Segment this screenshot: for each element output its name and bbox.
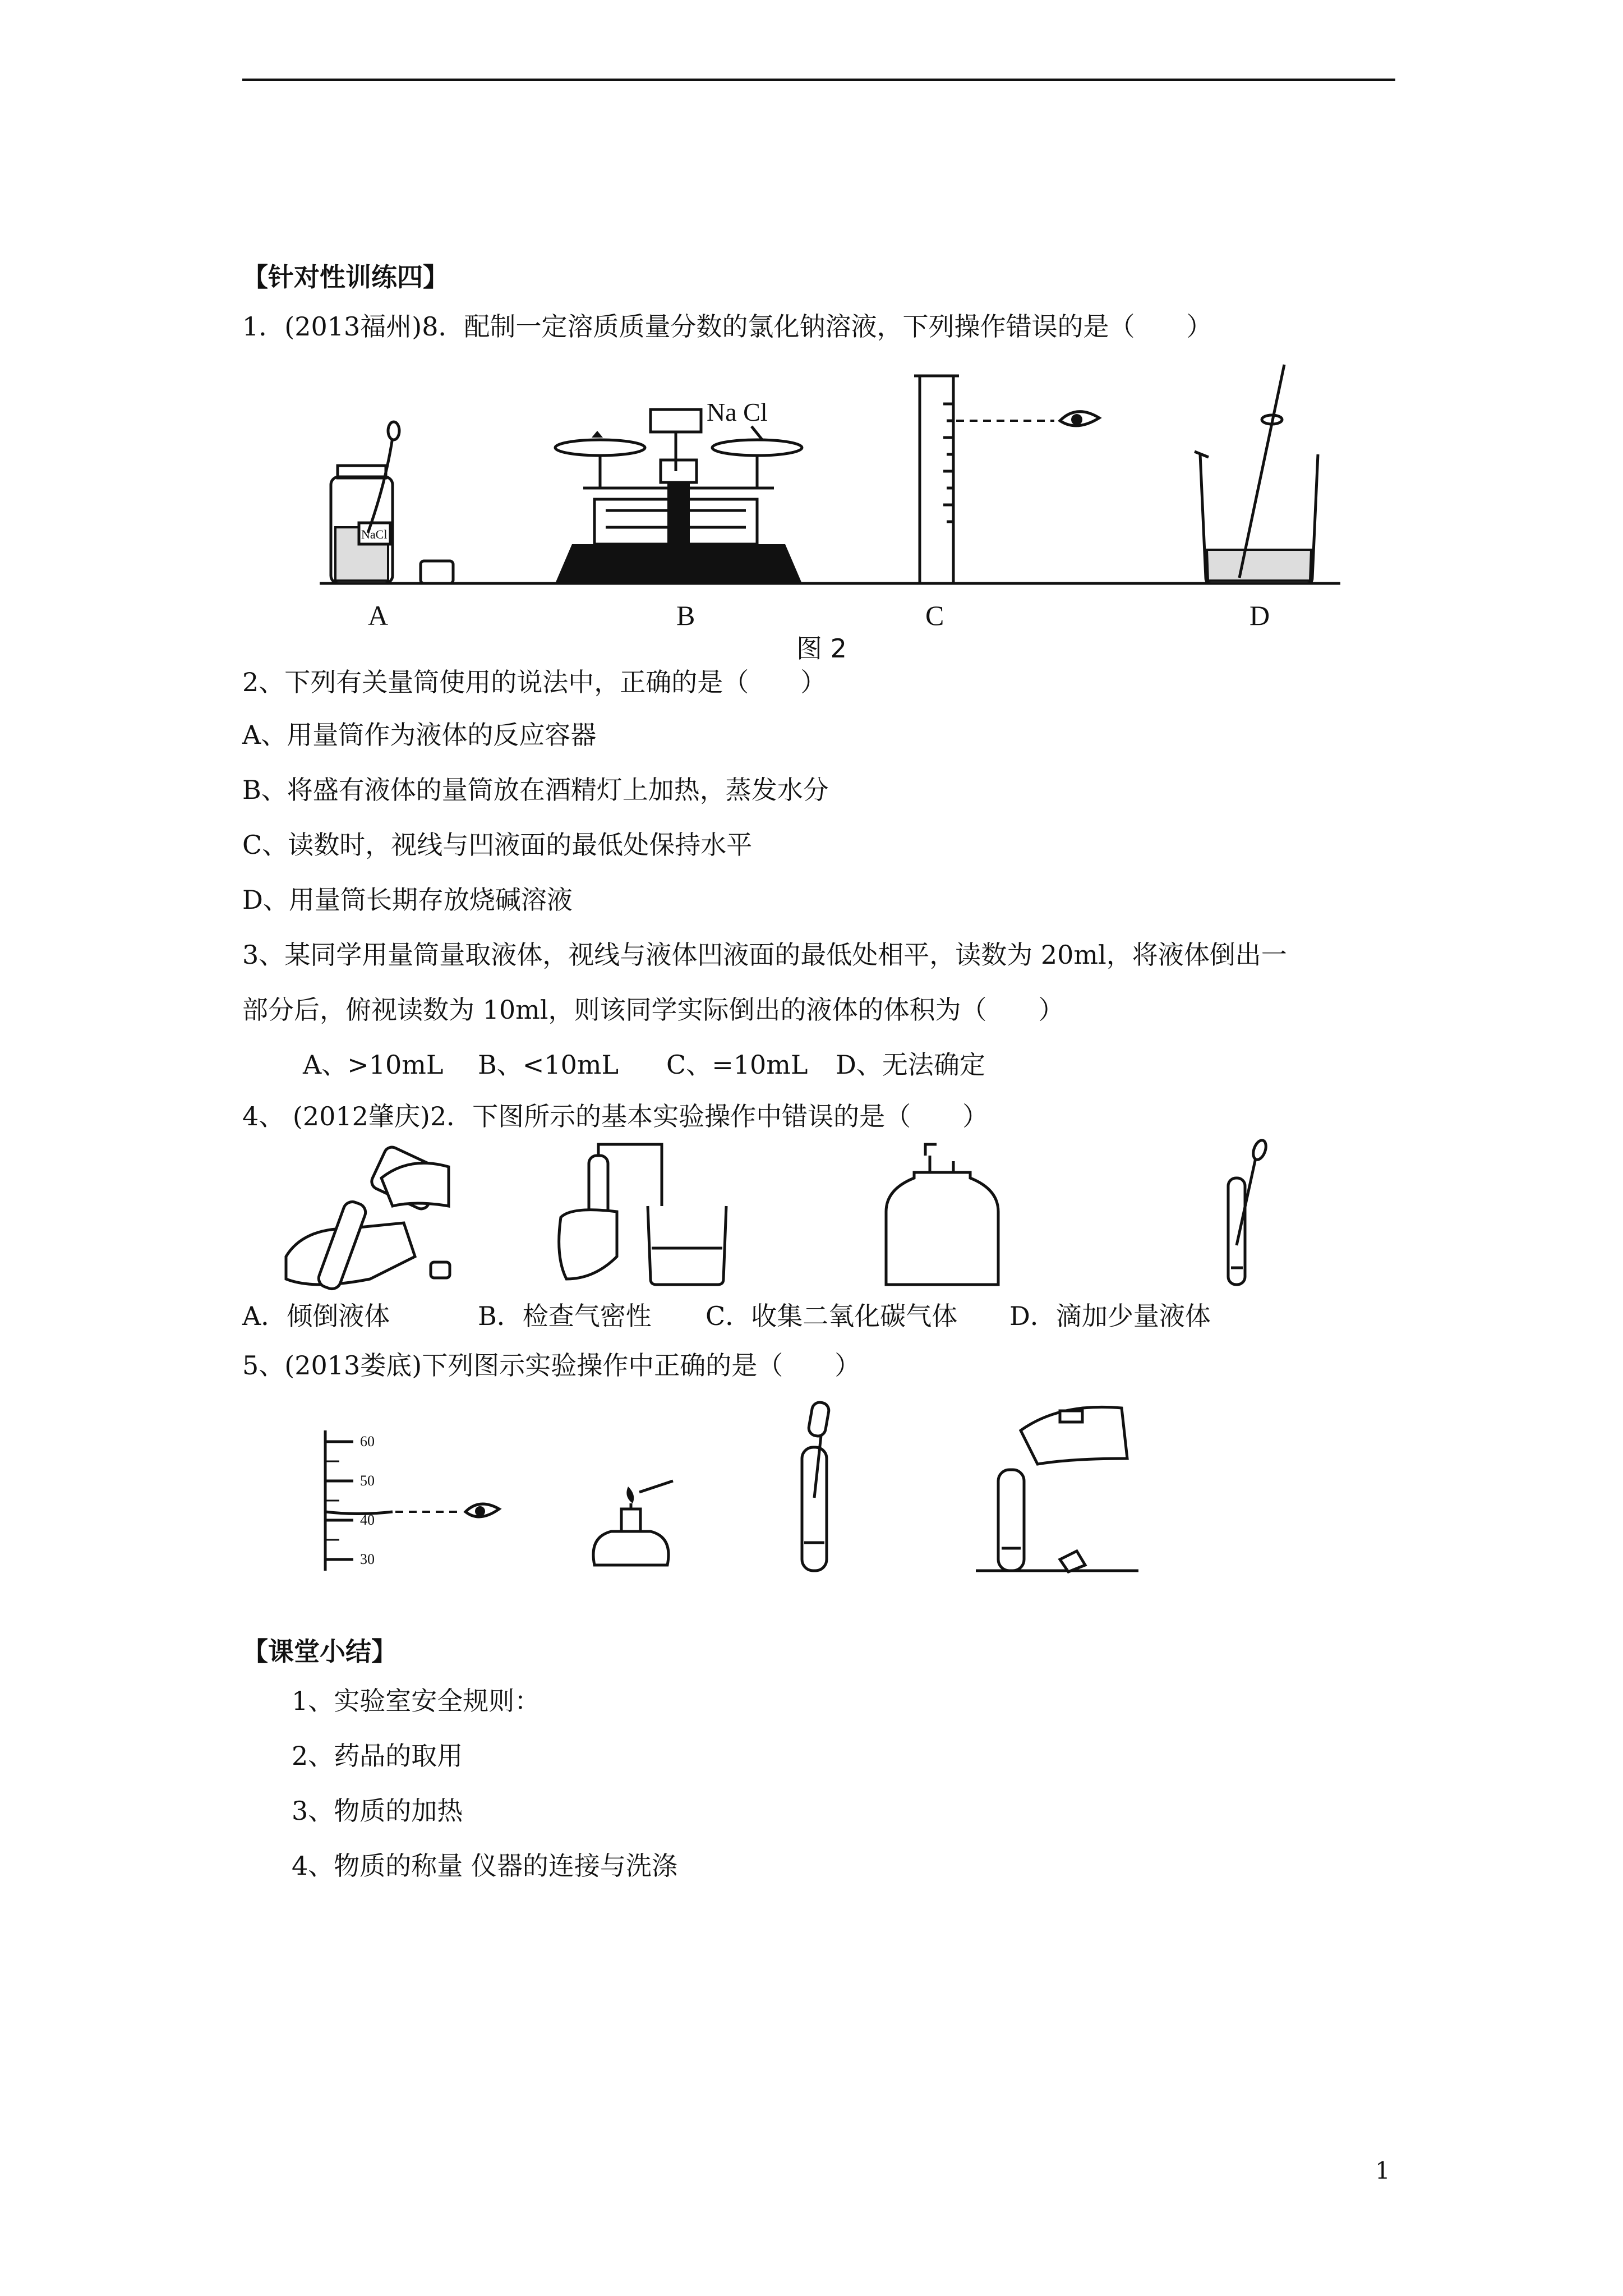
q2-option-a: A、用量筒作为液体的反应容器 (242, 720, 597, 750)
question-3-text-line2: 部分后，俯视读数为 10ml，则该同学实际倒出的液体的体积为（ ） (242, 995, 1064, 1025)
q1-figure-caption: 图 2 (796, 633, 847, 664)
q4-option-d: D．滴加少量液体 (1009, 1301, 1211, 1331)
q3-option-b: B、<10mL (478, 1050, 619, 1080)
question-3-text-line1: 3、某同学用量筒量取液体，视线与液体凹液面的最低处相平，读数为 20ml，将液体倒出一 (242, 940, 1287, 970)
q1-cylinder-illustration (914, 376, 1099, 583)
q3-option-a: A、>10mL (303, 1050, 444, 1080)
q1-option-c-label: C (925, 600, 944, 631)
summary-item-1: 1、实验室安全规则： (292, 1686, 541, 1716)
q1-option-b-label: B (676, 600, 695, 631)
q4-option-a: A．倾倒液体 (242, 1301, 390, 1331)
q5-tick-30: 30 (360, 1551, 375, 1567)
q4-airtight-illustration (559, 1144, 726, 1285)
q1-option-d-label: D (1249, 600, 1270, 631)
q5-tick-40: 40 (360, 1512, 375, 1528)
q5-figure (314, 1397, 1189, 1584)
q2-option-d: D、用量筒长期存放烧碱溶液 (242, 885, 573, 915)
q4-gas-bottle-illustration (886, 1144, 998, 1285)
q1-figure (314, 359, 1346, 597)
q5-tick-60: 60 (360, 1433, 375, 1450)
page-number: 1 (1375, 2157, 1390, 2184)
q5-cylinder-illustration (325, 1430, 499, 1571)
q5-dropper-illustration (802, 1401, 830, 1571)
question-2-text: 2、下列有关量筒使用的说法中，正确的是（ ） (242, 667, 827, 697)
q4-option-b: B．检查气密性 (478, 1301, 652, 1331)
q4-option-c: C．收集二氧化碳气体 (706, 1301, 958, 1331)
summary-item-4: 4、物质的称量 仪器的连接与洗涤 (292, 1851, 677, 1881)
question-4-text: 4、 (2012肇庆)2．下图所示的基本实验操作中错误的是（ ） (242, 1101, 989, 1131)
q5-tick-50: 50 (360, 1473, 375, 1489)
q1-jar-label: NaCl (361, 527, 388, 541)
q4-figure (280, 1144, 1290, 1292)
q3-option-d: D、无法确定 (836, 1050, 985, 1080)
q1-beaker-illustration (1195, 365, 1318, 583)
question-1-text: 1．(2013福州)8．配制一定溶质质量分数的氯化钠溶液，下列操作错误的是（ ） (242, 311, 1212, 342)
q5-pouring-illustration (976, 1407, 1138, 1572)
q2-option-c: C、读数时，视线与凹液面的最低处保持水平 (242, 830, 753, 860)
q1-balance-label: Na Cl (707, 398, 768, 426)
q1-jar-illustration (331, 422, 453, 583)
q2-option-b: B、将盛有液体的量筒放在酒精灯上加热，蒸发水分 (242, 775, 829, 805)
q1-balance-illustration (555, 398, 802, 583)
header-rule (242, 79, 1395, 81)
q4-pouring-illustration (286, 1145, 450, 1292)
section-title-training: 【针对性训练四】 (242, 262, 449, 292)
summary-item-3: 3、物质的加热 (292, 1796, 463, 1826)
question-5-text: 5、(2013娄底)下列图示实验操作中正确的是（ ） (242, 1350, 861, 1381)
section-title-summary: 【课堂小结】 (242, 1636, 397, 1667)
q1-option-a-label: A (368, 600, 389, 631)
q5-alcohol-lamp-illustration (593, 1481, 673, 1565)
summary-item-2: 2、药品的取用 (292, 1741, 463, 1771)
q4-dropper-illustration (1228, 1139, 1269, 1285)
q3-option-c: C、=10mL (666, 1050, 808, 1080)
